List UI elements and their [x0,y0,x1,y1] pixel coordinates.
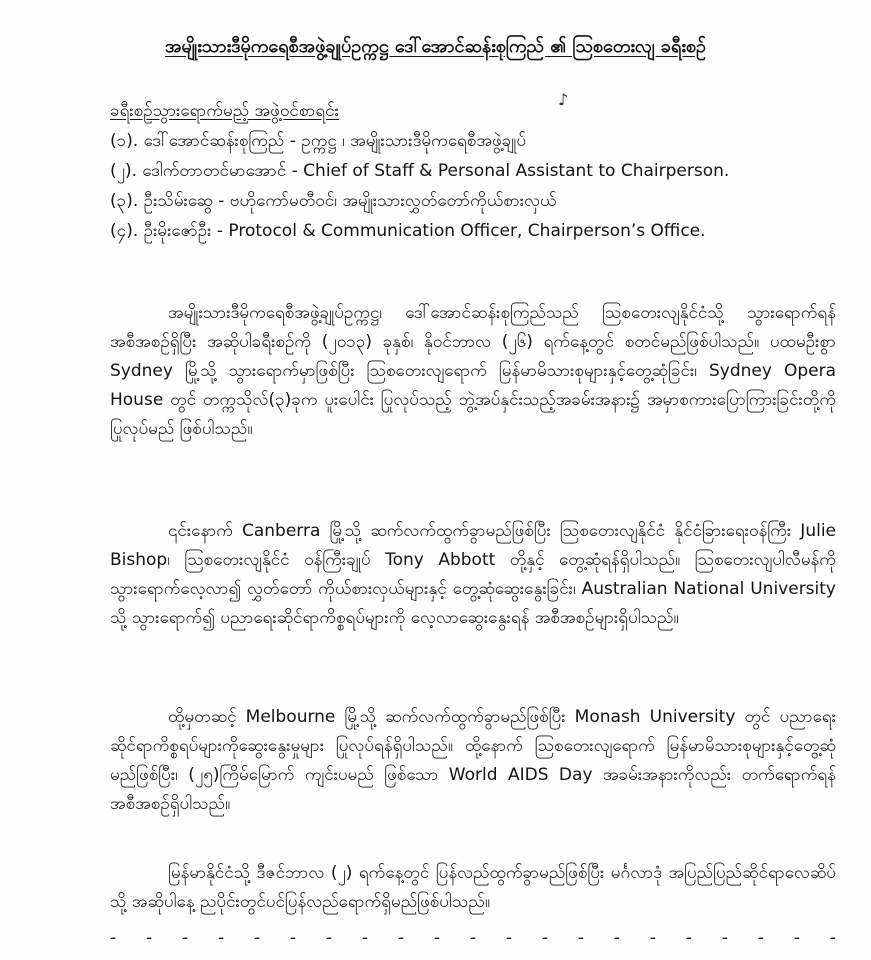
dash-mark: - [253,928,261,948]
dash-mark: - [397,928,405,948]
dash-mark: - [685,928,692,948]
document-title: အမျိုးသားဒီမိုကရေစီအဖွဲ့ချုပ်ဥက္ကဋ္ဌ ဒေါ်အောင်ဆန်းစုကြည် ၏ သြစတေးလျ ခရီးစဉ် [164,36,707,57]
dash-mark: - [613,928,620,948]
dash-divider [110,928,836,948]
dash-mark: - [829,928,836,948]
member-item: (၁). ဒေါ်အောင်ဆန်းစုကြည် - ဥက္ကဋ္ဌ ၊ အမျိုးသားဒီမိုကရေစီအဖွဲ့ချုပ် [110,131,527,151]
paragraph-sydney: အမျိုးသားဒီမိုကရေစီအဖွဲ့ချုပ်ဥက္ကဋ္ဌ၊ ဒေါ်အောင်ဆန်းစုကြည်သည် သြစတေးလျနိုင်ငံသို့ သွားရောက်ရန်အစီအစဉ်ရှိပြီး အဆိုပါခရီးစဉ်ကို (၂၀၁၃) ခုနှစ်၊ နိုဝင်ဘာလ (၂၆) ရက်နေ့တွင် စတင်မည်ဖြစ်ပါသည်။ ပထမဦးစွာ Sydney မြို့သို့ သွားရောက်မှာဖြစ်ပြီး သြစတေးလျရောက် မြန်မာမိသားစုများနှင့်တွေ့ဆုံခြင်း၊ Sydney Opera House တွင် တက္ကသိုလ်(၃)ခုက ပူးပေါင်း ပြုလုပ်သည့် ဘွဲ့အပ်နှင်းသည့်အခမ်းအနား၌ အမှာစကားပြောကြားခြင်းတို့ကို ပြုလုပ်မည် ဖြစ်ပါသည်။ [110,303,836,439]
paragraph-canberra: ၎င်းနောက် Canberra မြို့သို့ ဆက်လက်ထွက်ခွာမည်ဖြစ်ပြီး သြစတေးလျနိုင်ငံ နိုင်ငံခြားရေးဝန်ကြီး Julie Bishop၊ သြစတေးလျနိုင်ငံ ဝန်ကြီးချုပ် Tony Abbott တို့နှင့် တွေ့ဆုံရန်ရှိပါသည်။ သြစတေးလျပါလီမန်ကို သွားရောက်လေ့လာ၍ လွှတ်တော် ကိုယ်စားလှယ်များနှင့် တွေ့ဆုံဆွေးနွေးခြင်း၊ Australian National University သို့ သွားရောက်၍ ပညာရေးဆိုင်ရာကိစ္စရပ်များကို လေ့လာဆွေးနွေးရန် အစီအစဉ်များရှိပါသည်။ [110,521,836,628]
stray-mark: ♪ [558,90,569,109]
dash-mark: - [217,928,225,948]
dash-mark: - [361,928,369,948]
member-list [110,96,810,246]
dash-mark: - [325,928,333,948]
dash-mark: - [721,928,728,948]
dash-mark: - [433,928,440,948]
paragraph-melbourne: ထို့မှတဆင့် Melbourne မြို့သို့ ဆက်လက်ထွက်ခွာမည်ဖြစ်ပြီး Monash University တွင် ပညာရေးဆိုင်ရာကိစ္စရပ်များကိုဆွေးနွေးမှုများ ပြုလုပ်ရန်ရှိပါသည်။ ထို့နောက် သြစတေးလျရောက် မြန်မာမိသားစုများနှင့်တွေ့ဆုံမည်ဖြစ်ပြီး၊ (၂၅)ကြိမ်မြောက် ကျင်းပမည် ဖြစ်သော World AIDS Day အခမ်းအနားကိုလည်း တက်ရောက်ရန် အစီအစဉ်ရှိပါသည်။ [110,707,836,814]
member-item: (၄). ဦးမိုးဇော်ဦး - Protocol & Communication Officer, Chairperson’s Office. [110,221,706,241]
member-list-heading: ခရီးစဉ်သွားရောက်မည့် အဖွဲ့ဝင်စာရင်း [110,101,339,121]
dash-mark: - [181,928,189,948]
dash-mark: - [289,928,297,948]
member-item: (၂). ဒေါက်တာတင်မာအောင် - Chief of Staff & Personal Assistant to Chairperson. [110,161,730,181]
dash-mark: - [793,928,800,948]
dash-mark: - [469,928,476,948]
dash-mark: - [757,928,764,948]
dash-mark: - [649,928,656,948]
dash-mark: - [577,928,584,948]
dash-mark: - [505,928,512,948]
dash-mark: - [145,928,153,948]
paragraph-return: မြန်မာနိုင်ငံသို့ ဒီဇင်ဘာလ (၂) ရက်နေ့တွင် ပြန်လည်ထွက်ခွာမည်ဖြစ်ပြီး မင်္ဂလာဒုံ အပြည်ပြည်ဆိုင်ရာလေဆိပ်သို့ အဆိုပါနေ့ ညပိုင်းတွင်ပင်ပြန်လည်ရောက်ရှိမည်ဖြစ်ပါသည်။ [110,863,836,912]
member-item: (၃). ဦးသိမ်းဆွေ - ဗဟိုကော်မတီဝင်၊ အမျိုးသားလွှတ်တော်ကိုယ်စားလှယ် [110,191,557,211]
dash-mark: - [541,928,548,948]
dash-mark: - [110,928,117,948]
